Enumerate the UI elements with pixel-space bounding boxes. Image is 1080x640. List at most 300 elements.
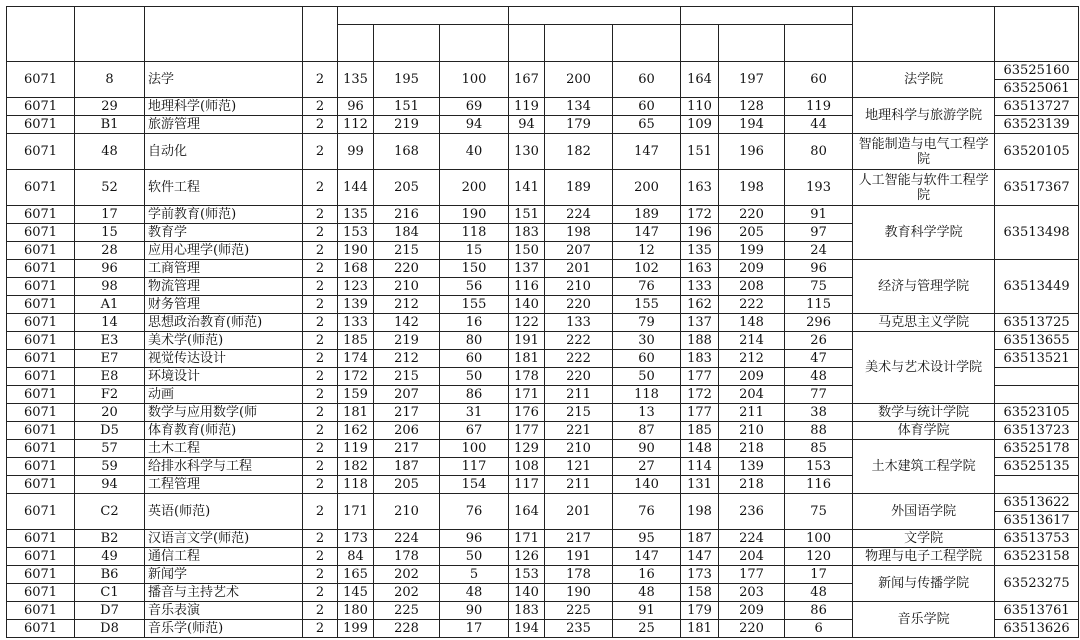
province-line-2023: 140: [509, 584, 545, 602]
admitted-2022: 154: [440, 476, 509, 494]
header-admitted: [785, 25, 853, 62]
province-line-2023: 178: [509, 368, 545, 386]
header-duration: [303, 7, 338, 62]
admitted-2022: 50: [440, 548, 509, 566]
major-code-cell: 96: [75, 260, 145, 278]
province-line-2022: 185: [338, 332, 374, 350]
major-code-cell: D7: [75, 602, 145, 620]
admitted-2022: 60: [440, 350, 509, 368]
admitted-2023: 13: [613, 404, 681, 422]
school-code-cell: 6071: [7, 458, 75, 476]
province-line-2023: 130: [509, 134, 545, 170]
major-code-cell: E8: [75, 368, 145, 386]
admitted-2023: 76: [613, 278, 681, 296]
admitted-2022: 40: [440, 134, 509, 170]
duration-cell: 2: [303, 134, 338, 170]
admitted-2023: 189: [613, 206, 681, 224]
table-row: [7, 566, 1079, 584]
admitted-2023: 27: [613, 458, 681, 476]
header-min-score: [374, 25, 440, 62]
min-score-2024: 197: [719, 62, 785, 98]
department-cell: 数学与统计学院: [853, 404, 995, 422]
province-line-2024: 173: [681, 566, 719, 584]
department-cell: 美术与艺术设计学院: [853, 332, 995, 404]
admitted-2022: 100: [440, 62, 509, 98]
table-row: [7, 332, 1079, 350]
major-cell: 学前教育(师范): [145, 206, 303, 224]
major-cell: 软件工程: [145, 170, 303, 206]
duration-cell: 2: [303, 458, 338, 476]
province-line-2022: 96: [338, 98, 374, 116]
phone-cell: 63513761: [995, 602, 1079, 620]
province-line-2022: 181: [338, 404, 374, 422]
province-line-2024: 135: [681, 242, 719, 260]
duration-cell: 2: [303, 368, 338, 386]
phone-cell: 63513753: [995, 530, 1079, 548]
department-cell: 人工智能与软件工程学院: [853, 170, 995, 206]
min-score-2023: 211: [545, 386, 613, 404]
min-score-2024: 224: [719, 530, 785, 548]
province-line-2024: 148: [681, 440, 719, 458]
admitted-2023: 140: [613, 476, 681, 494]
min-score-2022: 217: [374, 404, 440, 422]
school-code-cell: 6071: [7, 62, 75, 98]
admitted-2024: 80: [785, 134, 853, 170]
admitted-2024: 44: [785, 116, 853, 134]
min-score-2024: 198: [719, 170, 785, 206]
min-score-2022: 187: [374, 458, 440, 476]
admitted-2024: 153: [785, 458, 853, 476]
table-row: [7, 314, 1079, 332]
header-province-line: [338, 25, 374, 62]
major-cell: 工程管理: [145, 476, 303, 494]
province-line-2024: 162: [681, 296, 719, 314]
major-cell: 通信工程: [145, 548, 303, 566]
province-line-2023: 150: [509, 242, 545, 260]
min-score-2023: 200: [545, 62, 613, 98]
major-code-cell: B2: [75, 530, 145, 548]
province-line-2022: 162: [338, 422, 374, 440]
province-line-2023: 194: [509, 620, 545, 638]
min-score-2023: 220: [545, 368, 613, 386]
province-line-2023: 116: [509, 278, 545, 296]
admitted-2024: 88: [785, 422, 853, 440]
school-code-cell: 6071: [7, 404, 75, 422]
phone-cell: [995, 386, 1079, 404]
province-line-2024: 133: [681, 278, 719, 296]
school-code-cell: 6071: [7, 314, 75, 332]
major-cell: 教育学: [145, 224, 303, 242]
admitted-2023: 60: [613, 350, 681, 368]
school-code-cell: 6071: [7, 476, 75, 494]
duration-cell: 2: [303, 440, 338, 458]
header-year-2024: [681, 7, 853, 25]
province-line-2024: 198: [681, 494, 719, 530]
province-line-2024: 147: [681, 548, 719, 566]
min-score-2024: 208: [719, 278, 785, 296]
admitted-2023: 60: [613, 98, 681, 116]
header-phone: [995, 7, 1079, 62]
header-year-2023: [509, 7, 681, 25]
table-row: [7, 530, 1079, 548]
school-code-cell: 6071: [7, 566, 75, 584]
duration-cell: 2: [303, 602, 338, 620]
province-line-2022: 165: [338, 566, 374, 584]
province-line-2022: 173: [338, 530, 374, 548]
department-cell: 外国语学院: [853, 494, 995, 530]
admitted-2022: 150: [440, 260, 509, 278]
admitted-2023: 118: [613, 386, 681, 404]
min-score-2022: 205: [374, 170, 440, 206]
admitted-2024: 115: [785, 296, 853, 314]
major-cell: 工商管理: [145, 260, 303, 278]
school-code-cell: 6071: [7, 530, 75, 548]
province-line-2022: 133: [338, 314, 374, 332]
min-score-2023: 210: [545, 278, 613, 296]
min-score-2023: 215: [545, 404, 613, 422]
min-score-2023: 134: [545, 98, 613, 116]
department-cell: 经济与管理学院: [853, 260, 995, 314]
major-code-cell: 94: [75, 476, 145, 494]
school-code-cell: 6071: [7, 260, 75, 278]
admitted-2022: 80: [440, 332, 509, 350]
province-line-2022: 112: [338, 116, 374, 134]
province-line-2024: 177: [681, 404, 719, 422]
major-cell: 环境设计: [145, 368, 303, 386]
min-score-2022: 205: [374, 476, 440, 494]
min-score-2022: 215: [374, 242, 440, 260]
table-row: [7, 134, 1079, 152]
admitted-2024: 6: [785, 620, 853, 638]
duration-cell: 2: [303, 116, 338, 134]
school-code-cell: 6071: [7, 548, 75, 566]
min-score-2024: 204: [719, 548, 785, 566]
school-code-cell: 6071: [7, 350, 75, 368]
min-score-2023: 133: [545, 314, 613, 332]
duration-cell: 2: [303, 296, 338, 314]
admitted-2022: 67: [440, 422, 509, 440]
phone-cell: 63525061: [995, 80, 1079, 98]
header-province-line: [681, 25, 719, 62]
admitted-2023: 155: [613, 296, 681, 314]
admitted-2022: 94: [440, 116, 509, 134]
school-code-cell: 6071: [7, 170, 75, 206]
province-line-2022: 182: [338, 458, 374, 476]
admitted-2024: 48: [785, 368, 853, 386]
phone-cell: 63513449: [995, 260, 1079, 314]
min-score-2022: 216: [374, 206, 440, 224]
major-cell: 旅游管理: [145, 116, 303, 134]
province-line-2022: 99: [338, 134, 374, 170]
major-code-cell: 8: [75, 62, 145, 98]
province-line-2023: 140: [509, 296, 545, 314]
province-line-2024: 172: [681, 206, 719, 224]
admitted-2022: 76: [440, 494, 509, 530]
admitted-2022: 69: [440, 98, 509, 116]
province-line-2023: 177: [509, 422, 545, 440]
min-score-2022: 219: [374, 116, 440, 134]
department-cell: 音乐学院: [853, 602, 995, 638]
header-admitted: [440, 25, 509, 62]
duration-cell: 2: [303, 332, 338, 350]
school-code-cell: 6071: [7, 602, 75, 620]
min-score-2023: 191: [545, 548, 613, 566]
major-code-cell: D5: [75, 422, 145, 440]
duration-cell: 2: [303, 170, 338, 206]
duration-cell: 2: [303, 566, 338, 584]
phone-cell: 63513498: [995, 206, 1079, 260]
min-score-2022: 220: [374, 260, 440, 278]
province-line-2022: 153: [338, 224, 374, 242]
min-score-2023: 235: [545, 620, 613, 638]
min-score-2024: 218: [719, 476, 785, 494]
admitted-2024: 26: [785, 332, 853, 350]
admitted-2023: 65: [613, 116, 681, 134]
min-score-2022: 195: [374, 62, 440, 98]
admitted-2024: 119: [785, 98, 853, 116]
province-line-2024: 188: [681, 332, 719, 350]
phone-cell: 63523105: [995, 404, 1079, 422]
admitted-2022: 48: [440, 584, 509, 602]
admitted-2023: 90: [613, 440, 681, 458]
duration-cell: 2: [303, 476, 338, 494]
table-row: [7, 422, 1079, 440]
department-cell: 智能制造与电气工程学院: [853, 134, 995, 170]
province-line-2023: 183: [509, 602, 545, 620]
min-score-2023: 222: [545, 350, 613, 368]
major-cell: 汉语言文学(师范): [145, 530, 303, 548]
province-line-2024: 114: [681, 458, 719, 476]
major-cell: 地理科学(师范): [145, 98, 303, 116]
min-score-2022: 178: [374, 548, 440, 566]
min-score-2022: 210: [374, 278, 440, 296]
min-score-2023: 220: [545, 296, 613, 314]
duration-cell: 2: [303, 350, 338, 368]
min-score-2024: 196: [719, 134, 785, 170]
department-cell: 物理与电子工程学院: [853, 548, 995, 566]
duration-cell: 2: [303, 386, 338, 404]
major-cell: 英语(师范): [145, 494, 303, 530]
major-cell: 体育教育(师范): [145, 422, 303, 440]
major-code-cell: 59: [75, 458, 145, 476]
major-code-cell: 28: [75, 242, 145, 260]
phone-cell: 63517367: [995, 170, 1079, 206]
duration-cell: 2: [303, 620, 338, 638]
table-row: [7, 404, 1079, 422]
min-score-2022: 219: [374, 332, 440, 350]
province-line-2023: 117: [509, 476, 545, 494]
table-row: [7, 206, 1079, 224]
province-line-2024: 163: [681, 170, 719, 206]
admitted-2022: 50: [440, 368, 509, 386]
province-line-2024: 187: [681, 530, 719, 548]
min-score-2024: 211: [719, 404, 785, 422]
major-cell: 动画: [145, 386, 303, 404]
school-code-cell: 6071: [7, 440, 75, 458]
province-line-2022: 123: [338, 278, 374, 296]
min-score-2023: 224: [545, 206, 613, 224]
major-code-cell: C2: [75, 494, 145, 530]
province-line-2024: 177: [681, 368, 719, 386]
min-score-2023: 207: [545, 242, 613, 260]
major-code-cell: 14: [75, 314, 145, 332]
min-score-2022: 202: [374, 566, 440, 584]
school-code-cell: 6071: [7, 116, 75, 134]
duration-cell: 2: [303, 224, 338, 242]
province-line-2023: 153: [509, 566, 545, 584]
duration-cell: 2: [303, 314, 338, 332]
province-line-2022: 118: [338, 476, 374, 494]
min-score-2024: 199: [719, 242, 785, 260]
admitted-2023: 50: [613, 368, 681, 386]
phone-cell: 63513622: [995, 494, 1079, 512]
table-row: [7, 548, 1079, 566]
phone-cell: 63513723: [995, 422, 1079, 440]
min-score-2023: 189: [545, 170, 613, 206]
min-score-2024: 222: [719, 296, 785, 314]
min-score-2024: 209: [719, 602, 785, 620]
table-row: [7, 602, 1079, 620]
admitted-2024: 296: [785, 314, 853, 332]
admitted-2023: 95: [613, 530, 681, 548]
min-score-2022: 228: [374, 620, 440, 638]
duration-cell: 2: [303, 548, 338, 566]
province-line-2023: 141: [509, 170, 545, 206]
duration-cell: 2: [303, 278, 338, 296]
min-score-2023: 217: [545, 530, 613, 548]
admitted-2023: 12: [613, 242, 681, 260]
min-score-2023: 182: [545, 134, 613, 170]
admitted-2022: 31: [440, 404, 509, 422]
min-score-2023: 225: [545, 602, 613, 620]
phone-cell: 63525178: [995, 440, 1079, 458]
min-score-2024: 205: [719, 224, 785, 242]
min-score-2023: 190: [545, 584, 613, 602]
min-score-2022: 184: [374, 224, 440, 242]
phone-cell: 63523139: [995, 116, 1079, 134]
admitted-2022: 118: [440, 224, 509, 242]
admitted-2024: 38: [785, 404, 853, 422]
school-code-cell: 6071: [7, 584, 75, 602]
province-line-2022: 190: [338, 242, 374, 260]
min-score-2023: 121: [545, 458, 613, 476]
major-code-cell: 98: [75, 278, 145, 296]
header-min-score: [545, 25, 613, 62]
school-code-cell: 6071: [7, 422, 75, 440]
admitted-2022: 15: [440, 242, 509, 260]
duration-cell: 2: [303, 242, 338, 260]
province-line-2023: 126: [509, 548, 545, 566]
duration-cell: 2: [303, 260, 338, 278]
major-code-cell: 49: [75, 548, 145, 566]
admitted-2022: 155: [440, 296, 509, 314]
min-score-2023: 198: [545, 224, 613, 242]
table-row: [7, 494, 1079, 512]
school-code-cell: 6071: [7, 98, 75, 116]
major-code-cell: 17: [75, 206, 145, 224]
department-cell: 马克思主义学院: [853, 314, 995, 332]
admitted-2024: 85: [785, 440, 853, 458]
province-line-2022: 144: [338, 170, 374, 206]
admitted-2024: 100: [785, 530, 853, 548]
table-row: [7, 260, 1079, 278]
province-line-2024: 151: [681, 134, 719, 170]
min-score-2024: 220: [719, 206, 785, 224]
admitted-2024: 77: [785, 386, 853, 404]
min-score-2023: 201: [545, 494, 613, 530]
major-cell: 播音与主持艺术: [145, 584, 303, 602]
province-line-2022: 135: [338, 206, 374, 224]
province-line-2024: 196: [681, 224, 719, 242]
major-cell: 自动化: [145, 134, 303, 170]
admitted-2024: 116: [785, 476, 853, 494]
department-cell: 新闻与传播学院: [853, 566, 995, 602]
header-admitted: [613, 25, 681, 62]
province-line-2022: 180: [338, 602, 374, 620]
province-line-2022: 135: [338, 62, 374, 98]
phone-cell: 63520105: [995, 134, 1079, 170]
admitted-2023: 79: [613, 314, 681, 332]
admitted-2023: 30: [613, 332, 681, 350]
admitted-2023: 87: [613, 422, 681, 440]
province-line-2023: 151: [509, 206, 545, 224]
admitted-2024: 96: [785, 260, 853, 278]
school-code-cell: 6071: [7, 494, 75, 530]
province-line-2023: 108: [509, 458, 545, 476]
province-line-2022: 145: [338, 584, 374, 602]
admitted-2024: 86: [785, 602, 853, 620]
phone-cell: 63513521: [995, 350, 1079, 368]
admitted-2023: 147: [613, 548, 681, 566]
min-score-2022: 215: [374, 368, 440, 386]
admitted-2023: 48: [613, 584, 681, 602]
min-score-2024: 236: [719, 494, 785, 530]
major-cell: 土木工程: [145, 440, 303, 458]
province-line-2023: 122: [509, 314, 545, 332]
province-line-2024: 185: [681, 422, 719, 440]
major-code-cell: D8: [75, 620, 145, 638]
phone-cell: 63525135: [995, 458, 1079, 476]
admitted-2023: 91: [613, 602, 681, 620]
province-line-2024: 183: [681, 350, 719, 368]
major-code-cell: E3: [75, 332, 145, 350]
province-line-2022: 171: [338, 494, 374, 530]
min-score-2024: 194: [719, 116, 785, 134]
department-cell: 教育科学学院: [853, 206, 995, 260]
province-line-2023: 176: [509, 404, 545, 422]
province-line-2023: 164: [509, 494, 545, 530]
min-score-2024: 209: [719, 260, 785, 278]
admitted-2023: 200: [613, 170, 681, 206]
admitted-2023: 25: [613, 620, 681, 638]
province-line-2023: 171: [509, 530, 545, 548]
duration-cell: 2: [303, 404, 338, 422]
min-score-2024: 214: [719, 332, 785, 350]
admitted-2024: 97: [785, 224, 853, 242]
header-major-code: [75, 7, 145, 62]
school-code-cell: 6071: [7, 242, 75, 260]
major-cell: 数学与应用数学(师: [145, 404, 303, 422]
major-cell: 视觉传达设计: [145, 350, 303, 368]
min-score-2022: 224: [374, 530, 440, 548]
province-line-2023: 129: [509, 440, 545, 458]
department-cell: 土木建筑工程学院: [853, 440, 995, 494]
school-code-cell: 6071: [7, 386, 75, 404]
department-cell: 体育学院: [853, 422, 995, 440]
school-code-cell: 6071: [7, 332, 75, 350]
phone-cell: 63513655: [995, 332, 1079, 350]
admitted-2023: 76: [613, 494, 681, 530]
